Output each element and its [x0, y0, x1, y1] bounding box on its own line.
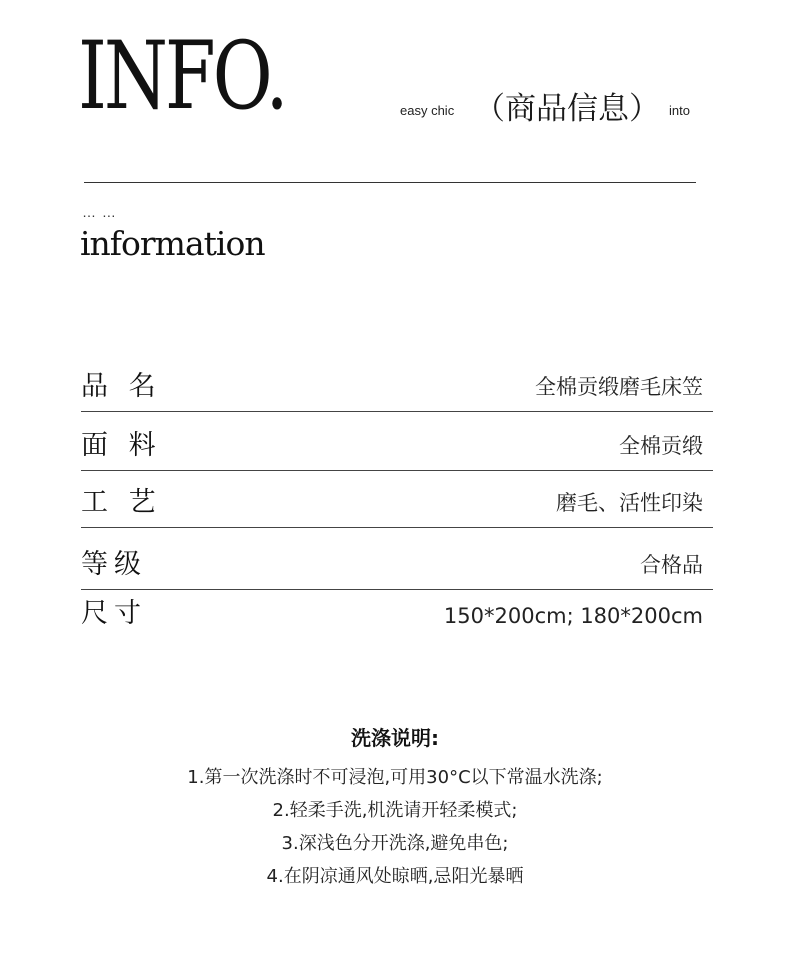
- spec-label: 工 艺: [81, 487, 162, 518]
- care-title: 洗涤说明:: [351, 726, 439, 750]
- spec-row-craft: [81, 471, 713, 528]
- tagline-right: into: [669, 103, 690, 118]
- spec-value: 全棉贡缎: [619, 434, 703, 458]
- care-line: 2.轻柔手洗,机洗请开轻柔模式;: [272, 800, 518, 821]
- care-instructions: [0, 722, 790, 893]
- header-divider: [84, 182, 696, 183]
- spec-label: 等级: [81, 549, 147, 580]
- care-line: 1.第一次洗涤时不可浸泡,可用30°C以下常温水洗涤;: [187, 767, 603, 788]
- ellipsis-mark: … …: [82, 204, 117, 220]
- spec-value: 磨毛、活性印染: [556, 491, 703, 515]
- spec-row-grade: [81, 528, 713, 590]
- tagline-left: easy chic: [400, 103, 455, 118]
- spec-value: 150*200cm; 180*200cm: [443, 604, 703, 628]
- spec-label: 尺寸: [81, 598, 147, 629]
- spec-label: 面 料: [81, 430, 162, 461]
- spec-label: 品 名: [81, 371, 162, 402]
- tagline-chinese: （商品信息）: [474, 91, 660, 127]
- care-line: 3.深浅色分开洗涤,避免串色;: [281, 833, 509, 854]
- logo-title: INFO.: [78, 22, 286, 131]
- spec-table: [81, 357, 713, 638]
- spec-row-size: [81, 590, 713, 638]
- spec-value: 合格品: [640, 553, 703, 577]
- spec-value: 全棉贡缎磨毛床笠: [535, 375, 703, 399]
- care-line: 4.在阴凉通风处晾晒,忌阳光暴晒: [266, 866, 524, 887]
- spec-row-fabric: [81, 412, 713, 471]
- spec-row-name: [81, 357, 713, 412]
- section-subtitle: information: [80, 224, 265, 263]
